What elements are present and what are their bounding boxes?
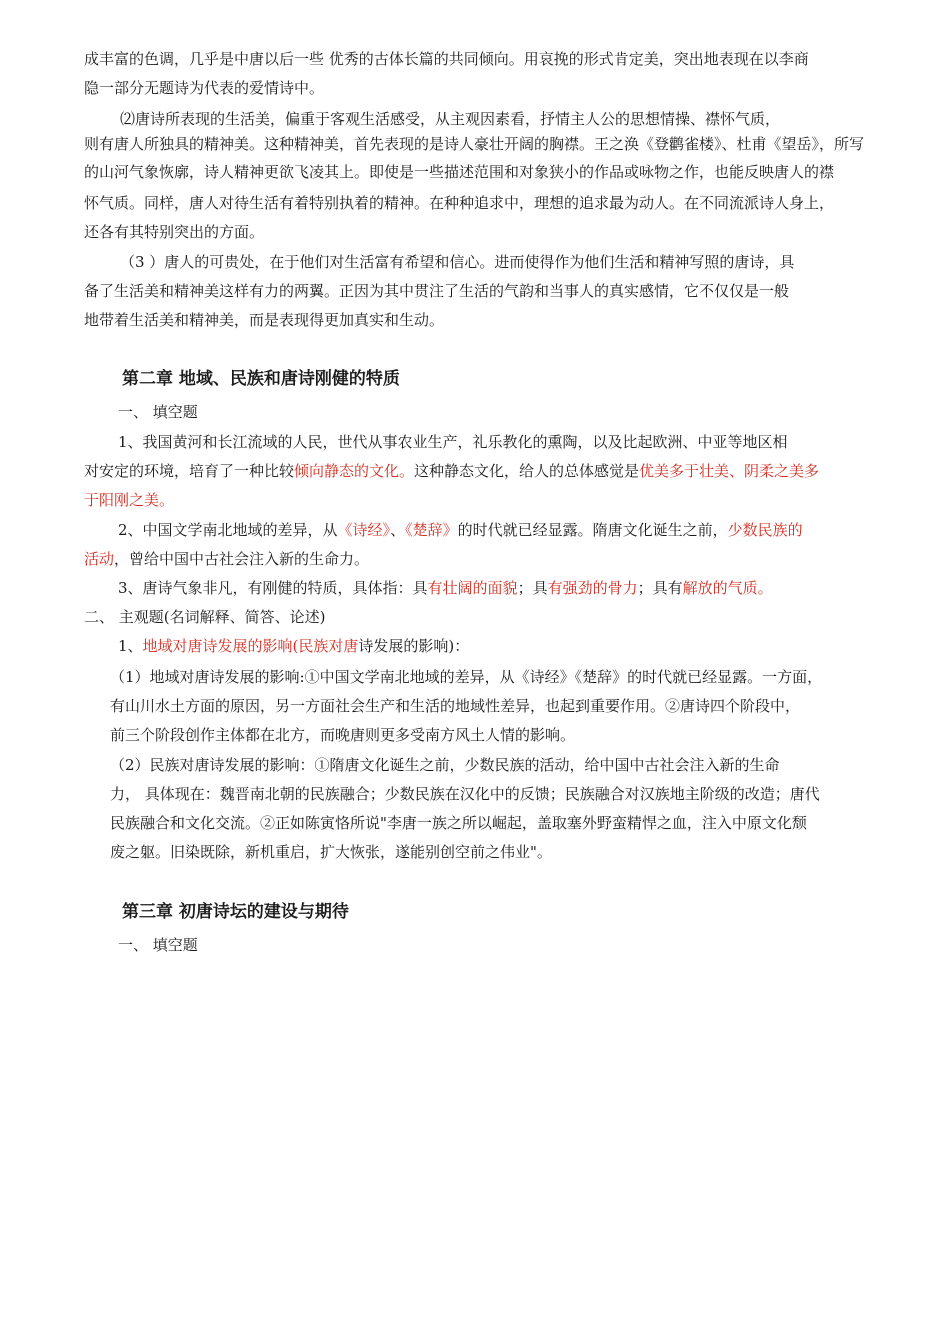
ch2-q1-answer-1: 倾向静态的文化。 xyxy=(294,462,415,480)
ch2-q2-text: ，曾给中国中古社会注入新的生命力。 xyxy=(114,550,370,568)
point3-line-1: （3 ）唐人的可贵处，在于他们对生活富有希望和信心。进而使得作为他们生活和精神写照的唐诗，具 xyxy=(120,253,795,271)
ch2-q3-text: ；具 xyxy=(517,579,548,597)
point3-line-2: 备了生活美和精神美这样有力的两翼。正因为其中贯注了生活的气韵和当事人的真实感情，它不仅仅是一般 xyxy=(84,282,790,300)
intro-line-2: 隐一部分无题诗为代表的爱情诗中。 xyxy=(84,79,325,97)
ch2-q3-text: 3、唐诗气象非凡，有刚健的特质，具体指：具 xyxy=(118,579,428,597)
chapter-2-title: 第二章 地域、民族和唐诗刚健的特质 xyxy=(122,369,400,389)
ch2-p2-line-2: 力， 具体现在：魏晋南北朝的民族融合；少数民族在汉化中的反馈；民族融合对汉族地主阶级的改造；唐代 xyxy=(110,785,820,803)
ch2-q2-text: 的时代就已经显露。隋唐文化诞生之前， xyxy=(457,521,728,539)
ch2-q2-text: 2、中国文学南北地域的差异，从 xyxy=(118,521,338,539)
point2-line-5: 还各有其特别突出的方面。 xyxy=(84,223,265,241)
ch2-s1-title xyxy=(118,636,469,656)
ch2-q1-text: 对安定的环境，培育了一种比较 xyxy=(84,462,295,480)
ch2-q1-text: 这种静态文化，给人的总体感觉是 xyxy=(414,462,640,480)
chapter-2-section-1: 一、 填空题 xyxy=(118,403,198,421)
ch2-q2-answer-minority: 少数民族的 xyxy=(727,521,803,539)
ch2-q2-text: 、 xyxy=(390,521,406,539)
ch2-s1-title-rest: 诗发展的影响)： xyxy=(358,637,470,655)
ch2-s1-number: 1、 xyxy=(118,637,143,655)
ch2-q2-answer-activity: 活动 xyxy=(84,550,115,568)
point2-line-2: 则有唐人所独具的精神美。这种精神美，首先表现的是诗人豪壮开阔的胸襟。王之涣《登鹳雀楼》、杜甫《望岳》，所写 xyxy=(84,135,865,153)
ch2-q3-answer-1: 有壮阔的面貌 xyxy=(427,579,518,597)
ch2-q1-line-3: 于阳刚之美。 xyxy=(84,491,175,509)
ch2-p1-line-2: 有山川水土方面的原因，另一方面社会生产和生活的地域性差异，也起到重要作用。②唐诗四个阶段中， xyxy=(110,697,801,715)
ch2-q2-answer-chuci: 《楚辞》 xyxy=(405,521,458,539)
point2-line-1: ⑵唐诗所表现的生活美，偏重于客观生活感受，从主观因素看，抒情主人公的思想情操、襟怀气质， xyxy=(120,110,781,128)
ch2-q3-answer-2: 有强劲的骨力 xyxy=(547,579,638,597)
ch2-q2-line-2 xyxy=(84,549,369,569)
point3-line-3: 地带着生活美和精神美，而是表现得更加真实和生动。 xyxy=(84,311,445,329)
ch2-p2-line-1: （2）民族对唐诗发展的影响：①隋唐文化诞生之前，少数民族的活动，给中国中古社会注入新的生命 xyxy=(110,756,780,774)
ch2-q2-line-1 xyxy=(118,520,803,540)
ch2-p1-line-3: 前三个阶段创作主体都在北方，而晚唐则更多受南方风土人情的影响。 xyxy=(110,726,576,744)
ch2-p2-line-4: 废之躯。旧染既除，新机重启，扩大恢张，遂能别创空前之伟业"。 xyxy=(110,843,552,861)
ch2-q1-line-2 xyxy=(84,461,819,481)
chapter-3-section-1: 一、 填空题 xyxy=(118,936,198,954)
point2-line-3: 的山河气象恢廓，诗人精神更欲飞凌其上。即使是一些描述范围和对象狭小的作品或咏物之作，也能反映唐人的襟 xyxy=(84,163,835,181)
point2-line-4: 怀气质。同样，唐人对待生活有着特别执着的精神。在种种追求中，理想的追求最为动人。在不同流派诗人身上， xyxy=(84,194,835,212)
ch2-q2-answer-shijing: 《诗经》 xyxy=(337,521,391,539)
intro-line-1: 成丰富的色调，几乎是中唐以后一些 优秀的古体长篇的共同倾向。用哀挽的形式肯定美，突出地表现在以李商 xyxy=(84,50,809,68)
ch2-q1-line-1: 1、我国黄河和长江流域的人民，世代从事农业生产，礼乐教化的熏陶，以及比起欧洲、中亚等地区相 xyxy=(118,433,788,451)
chapter-2-section-2: 二、 主观题(名词解释、简答、论述) xyxy=(84,608,326,626)
ch2-p1-line-1: （1）地域对唐诗发展的影响:①中国文学南北地域的差异，从《诗经》《楚辞》的时代就已经显露。一方面， xyxy=(110,668,823,686)
ch2-q3-text: ；具有 xyxy=(637,579,683,597)
chapter-3-title: 第三章 初唐诗坛的建设与期待 xyxy=(122,902,349,922)
ch2-q3-line xyxy=(118,578,773,598)
ch2-q1-answer-2: 优美多于壮美、阴柔之美多 xyxy=(639,462,820,480)
ch2-s1-title-red: 地域对唐诗发展的影响(民族对唐 xyxy=(142,637,359,655)
ch2-q3-answer-3: 解放的气质。 xyxy=(682,579,773,597)
ch2-p2-line-3: 民族融合和文化交流。②正如陈寅恪所说"李唐一族之所以崛起，盖取塞外野蛮精悍之血，注入中原文化颓 xyxy=(110,814,807,832)
